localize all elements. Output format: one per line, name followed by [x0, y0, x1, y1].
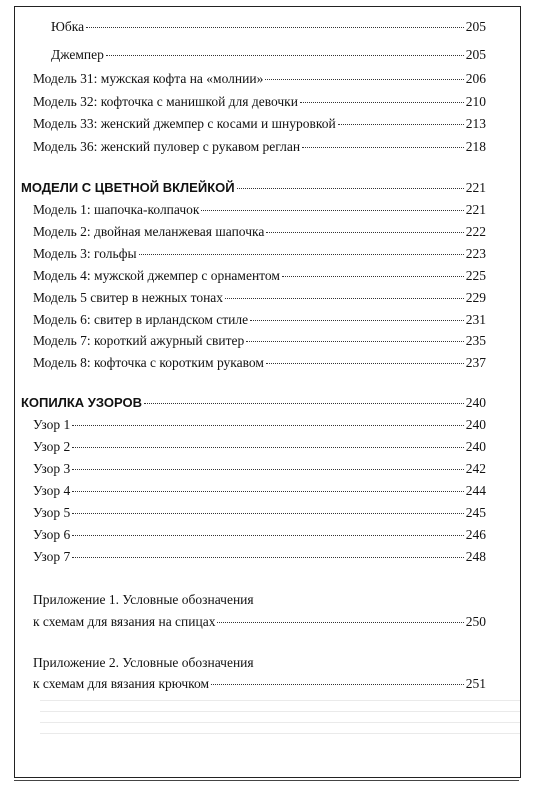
entry-page: 210 — [465, 94, 486, 109]
entry-title: Юбка — [51, 19, 85, 34]
entry-page: 237 — [465, 355, 486, 370]
leader-dots — [72, 446, 463, 448]
bottom-rule — [14, 780, 519, 781]
toc-entry — [33, 481, 486, 501]
toc-entry — [33, 200, 486, 220]
entry-title: Модель 1: шапочка-колпачок — [33, 202, 200, 217]
section-heading-title: МОДЕЛИ С ЦВЕТНОЙ ВКЛЕЙКОЙ — [21, 180, 235, 195]
leader-dots — [246, 340, 464, 342]
entry-title: Джемпер — [51, 47, 104, 62]
leader-dots — [266, 231, 463, 233]
entry-title: Модель 33: женский джемпер с косами и шнуровкой — [33, 116, 336, 131]
leader-dots — [72, 512, 463, 514]
toc-entry — [33, 310, 486, 330]
entry-page: 218 — [465, 139, 486, 154]
appendix-2-page: 251 — [465, 676, 486, 691]
leader-dots — [86, 26, 464, 28]
toc-entry — [33, 459, 486, 479]
toc-entry — [33, 525, 486, 545]
leader-dots — [211, 683, 464, 685]
entry-page: 248 — [465, 549, 486, 564]
toc-entry — [51, 17, 486, 37]
leader-dots — [282, 275, 464, 277]
section-heading-page: 221 — [465, 180, 486, 195]
toc-entry — [33, 331, 486, 351]
appendix-1-entry — [33, 612, 486, 632]
leader-dots — [106, 54, 464, 56]
appendix-1-page: 250 — [465, 614, 486, 629]
entry-page: 225 — [465, 268, 486, 283]
section-heading — [21, 178, 486, 198]
leader-dots — [72, 534, 463, 536]
section-heading-page: 240 — [465, 395, 486, 410]
entry-page: 205 — [465, 19, 486, 34]
leader-dots — [225, 297, 464, 299]
toc-entry — [33, 244, 486, 264]
entry-title: Узор 3 — [33, 461, 71, 476]
appendix-2-line1: Приложение 2. Условные обозначения — [33, 655, 254, 670]
entry-page: 246 — [465, 527, 486, 542]
entry-page: 223 — [465, 246, 486, 261]
leader-dots — [72, 468, 463, 470]
toc-entry — [33, 503, 486, 523]
leader-dots — [265, 78, 463, 80]
toc-entry — [33, 288, 486, 308]
leader-dots — [338, 123, 464, 125]
toc-entry — [33, 92, 486, 112]
entry-title: Узор 6 — [33, 527, 71, 542]
toc-entry — [33, 266, 486, 286]
section-heading — [21, 393, 486, 413]
entry-title: Узор 5 — [33, 505, 71, 520]
entry-page: 229 — [465, 290, 486, 305]
entry-page: 213 — [465, 116, 486, 131]
entry-title: Модель 5 свитер в нежных тонах — [33, 290, 224, 305]
toc-entry — [33, 437, 486, 457]
entry-title: Модель 7: короткий ажурный свитер — [33, 333, 245, 348]
toc-entry — [33, 547, 486, 567]
entry-page: 231 — [465, 312, 486, 327]
leader-dots — [266, 362, 464, 364]
leader-dots — [217, 621, 463, 623]
leader-dots — [72, 490, 463, 492]
toc-entry — [33, 415, 486, 435]
entry-page: 222 — [465, 224, 486, 239]
leader-dots — [300, 101, 464, 103]
toc-entry — [33, 137, 486, 157]
entry-page: 240 — [465, 439, 486, 454]
leader-dots — [139, 253, 464, 255]
appendix-1-line1: Приложение 1. Условные обозначения — [33, 592, 254, 607]
entry-title: Модель 36: женский пуловер с рукавом реглан — [33, 139, 301, 154]
toc-entry — [33, 114, 486, 134]
leader-dots — [72, 424, 463, 426]
appendix-1-line2: к схемам для вязания на спицах — [33, 614, 216, 629]
entry-title: Узор 2 — [33, 439, 71, 454]
entry-page: 240 — [465, 417, 486, 432]
entry-title: Модель 3: гольфы — [33, 246, 137, 261]
leader-dots — [201, 209, 463, 211]
entry-page: 205 — [465, 47, 486, 62]
entry-page: 242 — [465, 461, 486, 476]
toc-entry — [33, 222, 486, 242]
entry-page: 206 — [465, 71, 486, 86]
leader-dots — [144, 402, 464, 404]
leader-dots — [250, 319, 464, 321]
entry-page: 244 — [465, 483, 486, 498]
entry-page: 221 — [465, 202, 486, 217]
toc-entry — [33, 353, 486, 373]
leader-dots — [237, 187, 464, 189]
entry-title: Модель 8: кофточка с коротким рукавом — [33, 355, 264, 370]
appendix-2-entry — [33, 674, 486, 694]
leader-dots — [302, 146, 464, 148]
appendix-2-line2: к схемам для вязания крючком — [33, 676, 210, 691]
entry-page: 235 — [465, 333, 486, 348]
section-heading-title: КОПИЛКА УЗОРОВ — [21, 395, 142, 410]
entry-title: Узор 4 — [33, 483, 71, 498]
entry-title: Узор 7 — [33, 549, 71, 564]
toc-entry — [33, 69, 486, 89]
toc-entry — [51, 45, 486, 65]
entry-title: Узор 1 — [33, 417, 71, 432]
entry-title: Модель 6: свитер в ирландском стиле — [33, 312, 249, 327]
leader-dots — [72, 556, 463, 558]
entry-title: Модель 31: мужская кофта на «молнии» — [33, 71, 264, 86]
entry-title: Модель 2: двойная меланжевая шапочка — [33, 224, 265, 239]
entry-page: 245 — [465, 505, 486, 520]
entry-title: Модель 32: кофточка с манишкой для девочки — [33, 94, 298, 109]
show-through-texture — [40, 700, 520, 760]
entry-title: Модель 4: мужской джемпер с орнаментом — [33, 268, 280, 283]
